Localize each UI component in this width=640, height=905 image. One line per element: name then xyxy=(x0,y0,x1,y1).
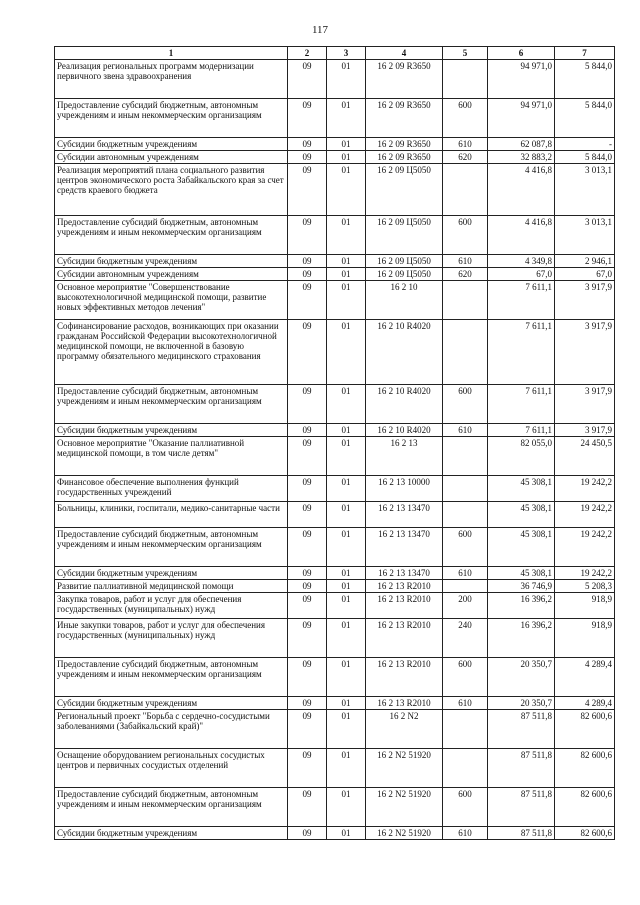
cell-amount-2: 24 450,5 xyxy=(555,437,615,476)
cell-target-code: 16 2 N2 51920 xyxy=(366,788,443,827)
cell-amount-1: 87 511,8 xyxy=(488,827,555,840)
table-row xyxy=(55,710,615,749)
cell-amount-2: 5 844,0 xyxy=(555,60,615,99)
cell-name: Субсидии бюджетным учреждениям xyxy=(55,424,288,437)
cell-target-code: 16 2 13 10000 xyxy=(366,476,443,502)
cell-name: Предоставление субсидий бюджетным, автономным учреждениям и иным некоммерческим организациям xyxy=(55,216,288,255)
cell-name: Основное мероприятие "Совершенствование высокотехнологичной медицинской помощи, развитие новых эффективных методов лечения" xyxy=(55,281,288,320)
cell-amount-2: 3 013,1 xyxy=(555,164,615,216)
cell-section: 09 xyxy=(288,593,327,619)
cell-target-code: 16 2 N2 xyxy=(366,710,443,749)
cell-name: Субсидии автономным учреждениям xyxy=(55,268,288,281)
cell-subsection: 01 xyxy=(327,502,366,528)
cell-section: 09 xyxy=(288,424,327,437)
table-row xyxy=(55,502,615,528)
table-row xyxy=(55,619,615,658)
cell-name: Реализация мероприятий плана социального развития центров экономического роста Забайкальского края за счет средств краевого бюджета xyxy=(55,164,288,216)
cell-subsection: 01 xyxy=(327,476,366,502)
cell-name: Основное мероприятие "Оказание паллиативной медицинской помощи, в том числе детям" xyxy=(55,437,288,476)
cell-subsection: 01 xyxy=(327,138,366,151)
cell-expense-type xyxy=(443,60,488,99)
cell-amount-2: 5 844,0 xyxy=(555,99,615,138)
cell-target-code: 16 2 13 xyxy=(366,437,443,476)
cell-amount-1: 4 416,8 xyxy=(488,216,555,255)
cell-expense-type xyxy=(443,749,488,788)
cell-amount-2: 3 917,9 xyxy=(555,424,615,437)
cell-amount-2: 19 242,2 xyxy=(555,528,615,567)
cell-amount-2: 3 917,9 xyxy=(555,281,615,320)
cell-amount-2: 19 242,2 xyxy=(555,567,615,580)
cell-target-code: 16 2 09 R3650 xyxy=(366,99,443,138)
cell-amount-1: 67,0 xyxy=(488,268,555,281)
cell-amount-2: 4 289,4 xyxy=(555,658,615,697)
cell-section: 09 xyxy=(288,281,327,320)
cell-target-code: 16 2 10 xyxy=(366,281,443,320)
cell-section: 09 xyxy=(288,567,327,580)
cell-section: 09 xyxy=(288,502,327,528)
header-col-4: 4 xyxy=(366,47,443,60)
cell-amount-1: 87 511,8 xyxy=(488,710,555,749)
table-row xyxy=(55,437,615,476)
cell-amount-2: 918,9 xyxy=(555,593,615,619)
cell-name: Софинансирование расходов, возникающих при оказании гражданам Российской Федерации высокотехнологичной медицинской помощи, не включенной в базовую программу обязательного медицинского страхования xyxy=(55,320,288,385)
cell-subsection: 01 xyxy=(327,320,366,385)
cell-name: Предоставление субсидий бюджетным, автономным учреждениям и иным некоммерческим организациям xyxy=(55,658,288,697)
table-row xyxy=(55,749,615,788)
cell-amount-2: 3 013,1 xyxy=(555,216,615,255)
cell-amount-1: 45 308,1 xyxy=(488,528,555,567)
cell-subsection: 01 xyxy=(327,658,366,697)
cell-name: Субсидии бюджетным учреждениям xyxy=(55,138,288,151)
cell-name: Больницы, клиники, госпитали, медико-санитарные части xyxy=(55,502,288,528)
cell-section: 09 xyxy=(288,255,327,268)
cell-expense-type xyxy=(443,281,488,320)
cell-target-code: 16 2 10 R4020 xyxy=(366,385,443,424)
cell-subsection: 01 xyxy=(327,255,366,268)
cell-target-code: 16 2 09 Ц5050 xyxy=(366,164,443,216)
table-header-row xyxy=(55,47,615,60)
cell-subsection: 01 xyxy=(327,385,366,424)
cell-section: 09 xyxy=(288,138,327,151)
cell-expense-type: 600 xyxy=(443,658,488,697)
cell-subsection: 01 xyxy=(327,281,366,320)
cell-expense-type xyxy=(443,710,488,749)
cell-name: Субсидии бюджетным учреждениям xyxy=(55,697,288,710)
table-row xyxy=(55,216,615,255)
cell-expense-type: 600 xyxy=(443,528,488,567)
cell-target-code: 16 2 13 R2010 xyxy=(366,593,443,619)
cell-amount-2: 3 917,9 xyxy=(555,320,615,385)
cell-amount-1: 45 308,1 xyxy=(488,502,555,528)
cell-subsection: 01 xyxy=(327,164,366,216)
table-row xyxy=(55,60,615,99)
cell-amount-2: 82 600,6 xyxy=(555,710,615,749)
cell-section: 09 xyxy=(288,827,327,840)
cell-section: 09 xyxy=(288,385,327,424)
table-row xyxy=(55,476,615,502)
cell-amount-2: 4 289,4 xyxy=(555,697,615,710)
cell-subsection: 01 xyxy=(327,710,366,749)
table-row xyxy=(55,528,615,567)
cell-amount-2: 19 242,2 xyxy=(555,502,615,528)
cell-expense-type: 200 xyxy=(443,593,488,619)
cell-amount-1: 20 350,7 xyxy=(488,658,555,697)
cell-subsection: 01 xyxy=(327,580,366,593)
table-row xyxy=(55,268,615,281)
table-row xyxy=(55,424,615,437)
cell-subsection: 01 xyxy=(327,567,366,580)
cell-target-code: 16 2 13 R2010 xyxy=(366,619,443,658)
table-row xyxy=(55,164,615,216)
cell-section: 09 xyxy=(288,151,327,164)
header-col-1: 1 xyxy=(55,47,288,60)
cell-name: Развитие паллиативной медицинской помощи xyxy=(55,580,288,593)
cell-amount-1: 87 511,8 xyxy=(488,788,555,827)
cell-expense-type: 620 xyxy=(443,151,488,164)
table-row xyxy=(55,255,615,268)
table-row xyxy=(55,281,615,320)
cell-amount-1: 87 511,8 xyxy=(488,749,555,788)
cell-expense-type: 600 xyxy=(443,788,488,827)
cell-amount-1: 16 396,2 xyxy=(488,619,555,658)
cell-target-code: 16 2 13 R2010 xyxy=(366,658,443,697)
cell-target-code: 16 2 13 R2010 xyxy=(366,697,443,710)
table-row xyxy=(55,593,615,619)
cell-expense-type xyxy=(443,437,488,476)
cell-subsection: 01 xyxy=(327,697,366,710)
cell-section: 09 xyxy=(288,710,327,749)
cell-name: Субсидии автономным учреждениям xyxy=(55,151,288,164)
cell-amount-1: 7 611,1 xyxy=(488,320,555,385)
cell-amount-2: 82 600,6 xyxy=(555,827,615,840)
cell-subsection: 01 xyxy=(327,60,366,99)
cell-amount-2: 918,9 xyxy=(555,619,615,658)
cell-subsection: 01 xyxy=(327,268,366,281)
cell-target-code: 16 2 10 R4020 xyxy=(366,424,443,437)
cell-section: 09 xyxy=(288,99,327,138)
cell-amount-1: 7 611,1 xyxy=(488,424,555,437)
cell-expense-type: 600 xyxy=(443,216,488,255)
cell-amount-1: 4 349,8 xyxy=(488,255,555,268)
table-row xyxy=(55,697,615,710)
cell-section: 09 xyxy=(288,60,327,99)
cell-name: Предоставление субсидий бюджетным, автономным учреждениям и иным некоммерческим организациям xyxy=(55,385,288,424)
cell-target-code: 16 2 N2 51920 xyxy=(366,827,443,840)
table-row xyxy=(55,138,615,151)
cell-name: Субсидии бюджетным учреждениям xyxy=(55,255,288,268)
cell-subsection: 01 xyxy=(327,99,366,138)
cell-expense-type: 620 xyxy=(443,268,488,281)
cell-section: 09 xyxy=(288,749,327,788)
cell-amount-1: 62 087,8 xyxy=(488,138,555,151)
cell-expense-type: 610 xyxy=(443,567,488,580)
cell-name: Иные закупки товаров, работ и услуг для обеспечения государственных (муниципальных) нужд xyxy=(55,619,288,658)
cell-name: Предоставление субсидий бюджетным, автономным учреждениям и иным некоммерческим организациям xyxy=(55,99,288,138)
table-header xyxy=(55,47,615,60)
cell-subsection: 01 xyxy=(327,593,366,619)
cell-section: 09 xyxy=(288,164,327,216)
budget-table xyxy=(54,46,615,840)
cell-section: 09 xyxy=(288,658,327,697)
cell-subsection: 01 xyxy=(327,424,366,437)
cell-target-code: 16 2 13 13470 xyxy=(366,502,443,528)
cell-section: 09 xyxy=(288,268,327,281)
cell-expense-type: 600 xyxy=(443,385,488,424)
table-row xyxy=(55,658,615,697)
cell-target-code: 16 2 09 Ц5050 xyxy=(366,268,443,281)
cell-target-code: 16 2 13 13470 xyxy=(366,528,443,567)
cell-subsection: 01 xyxy=(327,827,366,840)
cell-section: 09 xyxy=(288,697,327,710)
cell-amount-1: 7 611,1 xyxy=(488,385,555,424)
cell-expense-type: 240 xyxy=(443,619,488,658)
cell-section: 09 xyxy=(288,437,327,476)
cell-expense-type xyxy=(443,502,488,528)
cell-expense-type xyxy=(443,320,488,385)
cell-subsection: 01 xyxy=(327,216,366,255)
table-row xyxy=(55,567,615,580)
cell-subsection: 01 xyxy=(327,619,366,658)
cell-amount-1: 82 055,0 xyxy=(488,437,555,476)
page-number: 117 xyxy=(311,24,329,36)
cell-name: Оснащение оборудованием региональных сосудистых центров и первичных сосудистых отделений xyxy=(55,749,288,788)
cell-section: 09 xyxy=(288,619,327,658)
cell-amount-2: - xyxy=(555,138,615,151)
cell-target-code: 16 2 09 Ц5050 xyxy=(366,216,443,255)
cell-amount-2: 82 600,6 xyxy=(555,788,615,827)
cell-name: Реализация региональных программ модернизации первичного звена здравоохранения xyxy=(55,60,288,99)
table-row xyxy=(55,580,615,593)
cell-amount-2: 5 844,0 xyxy=(555,151,615,164)
cell-amount-2: 5 208,3 xyxy=(555,580,615,593)
cell-amount-1: 36 746,9 xyxy=(488,580,555,593)
cell-expense-type: 610 xyxy=(443,424,488,437)
cell-section: 09 xyxy=(288,788,327,827)
header-col-7: 7 xyxy=(555,47,615,60)
cell-amount-1: 7 611,1 xyxy=(488,281,555,320)
cell-amount-2: 3 917,9 xyxy=(555,385,615,424)
cell-amount-1: 45 308,1 xyxy=(488,476,555,502)
cell-expense-type: 600 xyxy=(443,99,488,138)
cell-amount-1: 32 883,2 xyxy=(488,151,555,164)
cell-target-code: 16 2 10 R4020 xyxy=(366,320,443,385)
cell-amount-2: 2 946,1 xyxy=(555,255,615,268)
cell-name: Предоставление субсидий бюджетным, автономным учреждениям и иным некоммерческим организациям xyxy=(55,528,288,567)
cell-expense-type: 610 xyxy=(443,697,488,710)
cell-name: Субсидии бюджетным учреждениям xyxy=(55,567,288,580)
cell-amount-1: 94 971,0 xyxy=(488,60,555,99)
cell-target-code: 16 2 N2 51920 xyxy=(366,749,443,788)
cell-amount-1: 94 971,0 xyxy=(488,99,555,138)
cell-amount-1: 20 350,7 xyxy=(488,697,555,710)
cell-expense-type: 610 xyxy=(443,255,488,268)
table-row xyxy=(55,788,615,827)
cell-name: Предоставление субсидий бюджетным, автономным учреждениям и иным некоммерческим организациям xyxy=(55,788,288,827)
cell-amount-2: 82 600,6 xyxy=(555,749,615,788)
cell-amount-2: 19 242,2 xyxy=(555,476,615,502)
cell-subsection: 01 xyxy=(327,528,366,567)
table-row xyxy=(55,320,615,385)
cell-section: 09 xyxy=(288,528,327,567)
cell-expense-type: 610 xyxy=(443,138,488,151)
header-col-5: 5 xyxy=(443,47,488,60)
cell-subsection: 01 xyxy=(327,749,366,788)
cell-section: 09 xyxy=(288,580,327,593)
cell-expense-type: 610 xyxy=(443,827,488,840)
table-row xyxy=(55,827,615,840)
cell-target-code: 16 2 09 R3650 xyxy=(366,151,443,164)
table-row xyxy=(55,99,615,138)
cell-amount-1: 45 308,1 xyxy=(488,567,555,580)
cell-expense-type xyxy=(443,476,488,502)
cell-name: Закупка товаров, работ и услуг для обеспечения государственных (муниципальных) нужд xyxy=(55,593,288,619)
table-row xyxy=(55,385,615,424)
cell-subsection: 01 xyxy=(327,788,366,827)
cell-expense-type xyxy=(443,164,488,216)
cell-section: 09 xyxy=(288,320,327,385)
cell-name: Финансовое обеспечение выполнения функций государственных учреждений xyxy=(55,476,288,502)
cell-amount-2: 67,0 xyxy=(555,268,615,281)
header-col-6: 6 xyxy=(488,47,555,60)
cell-target-code: 16 2 09 R3650 xyxy=(366,60,443,99)
cell-amount-1: 4 416,8 xyxy=(488,164,555,216)
cell-target-code: 16 2 09 Ц5050 xyxy=(366,255,443,268)
table-row xyxy=(55,151,615,164)
cell-target-code: 16 2 09 R3650 xyxy=(366,138,443,151)
cell-subsection: 01 xyxy=(327,437,366,476)
cell-target-code: 16 2 13 R2010 xyxy=(366,580,443,593)
cell-amount-1: 16 396,2 xyxy=(488,593,555,619)
cell-section: 09 xyxy=(288,216,327,255)
cell-section: 09 xyxy=(288,476,327,502)
cell-expense-type xyxy=(443,580,488,593)
cell-subsection: 01 xyxy=(327,151,366,164)
cell-name: Субсидии бюджетным учреждениям xyxy=(55,827,288,840)
table-body xyxy=(55,60,615,840)
header-col-2: 2 xyxy=(288,47,327,60)
cell-name: Региональный проект "Борьба с сердечно-сосудистыми заболеваниями (Забайкальский край)" xyxy=(55,710,288,749)
cell-target-code: 16 2 13 13470 xyxy=(366,567,443,580)
header-col-3: 3 xyxy=(327,47,366,60)
